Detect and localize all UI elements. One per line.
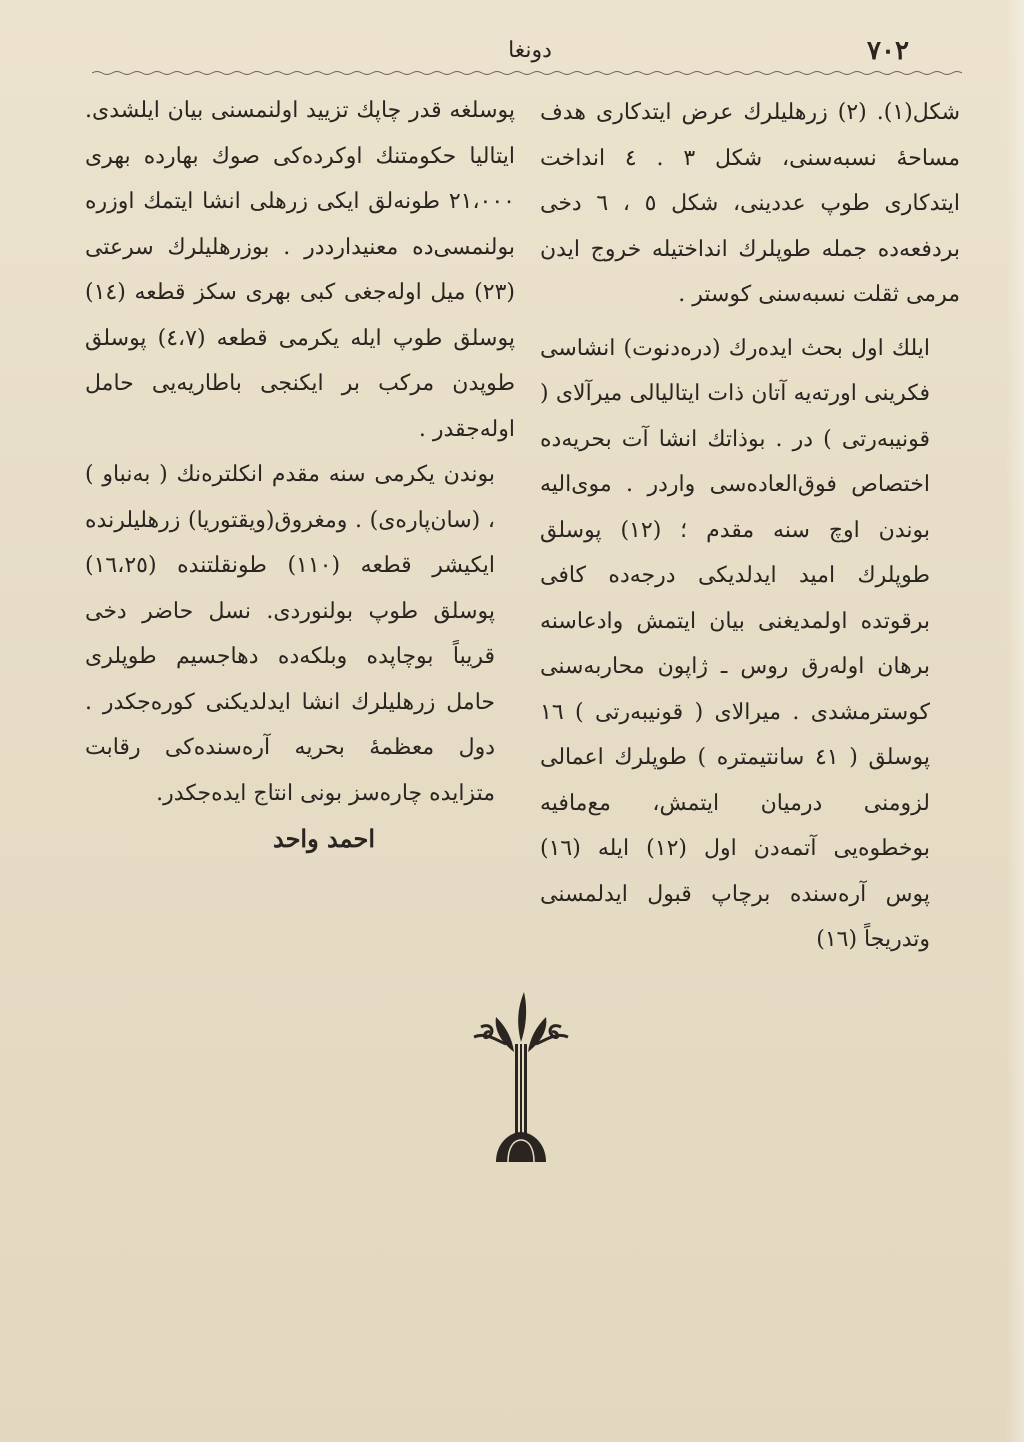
floral-tailpiece-icon xyxy=(466,982,576,1172)
author-signature: احمد واحد xyxy=(272,824,375,853)
right-column-paragraph-1: شکل(۱). (۲) زرهلیلرك عرض ایتدکاری هدف مساحهٔ نسبه‌سنی، شکل ۳ . ٤ انداخت ایتدکاری طوپ عددینی، شکل ٥ ، ٦ دخی بردفعه‌ده جمله طوپلرك انداختیله خروج ایدن مرمی ثقلت نسبه‌سنی کوستر . xyxy=(540,100,960,307)
left-column-paragraph-1: پوسلغه قدر چاپك تزیید اولنمسنی بیان ایلشدی. ایتالیا حکومتنك اوکرده‌کی صوك بهارده بهری ۲۱،۰۰۰ طونه‌لق ایکی زرهلی انشا ایتمك اوزره بولنمسی‌ده معنیدارددر . بوزرهلیلرك سرعتی (۲۳) میل اوله‌جغی کبی بهری سکز قطعه (۱٤) پوسلق طوپ ایله یکرمی قطعه (٤،۷) پوسلق طوپدن مرکب بر ایکنجی باطاریه‌یی حامل اوله‌جقدر . xyxy=(85,98,515,442)
running-title: دونغا xyxy=(508,38,552,63)
page-number: ۷۰۲ xyxy=(867,36,909,66)
header-wavy-rule xyxy=(92,70,962,76)
left-column-paragraph-2: بوندن یکرمی سنه مقدم انکلتره‌نك ( به‌نباو ) ، (سان‌پاره‌ی) . ومغروق(ویقتوریا) زرهلیلرنده ایکیشر قطعه (۱۱۰) طونقلتنده (۱٦،۲٥) پوسلق طوپ بولنوردی. نسل حاضر دخی قریباً بوچاپده وبلکه‌ده دهاجسیم طوپلری حامل زرهلیلرك انشا ایدلدیکنی کوره‌جکدر . دول معظمهٔ بحریه آره‌سنده‌کی رقابت متزایده چاره‌سز بونی انتاج ایده‌جکدر. xyxy=(85,462,495,806)
right-column-paragraph-2: ایلك اول بحث ایده‌رك (دره‌دنوت) انشاسی فکرینی اورته‌یه آتان ذات ایتالیالی میرآلای ( قونیبه‌رتی ) در . بوذاتك انشا آت بحریه‌ده اختصاص فوق‌العاده‌سی واردر . موی‌الیه بوندن اوچ سنه مقدم ؛ (۱۲) پوسلق طوپلرك امید ایدلدیکی درجه‌ده کافی برقوتده اولمدیغنی بیان ایتمش وادعاسنه برهان اوله‌رق روس ـ ژاپون محاربه‌سنی کوسترمشدی . میرالای ( قونیبه‌رتی ) ۱٦ پوسلق ( ٤۱ سانتیمتره ) طوپلرك اعمالی لزومنی درمیان ایتمش، مع‌مافیه بوخطوه‌یی آتمه‌دن اول (۱۲) ایله (۱٦) پوس آره‌سنده برچاپ قبول ایدلمسنی وتدریجاً (۱٦) xyxy=(540,335,931,952)
right-column xyxy=(540,90,960,963)
left-column xyxy=(85,88,515,862)
